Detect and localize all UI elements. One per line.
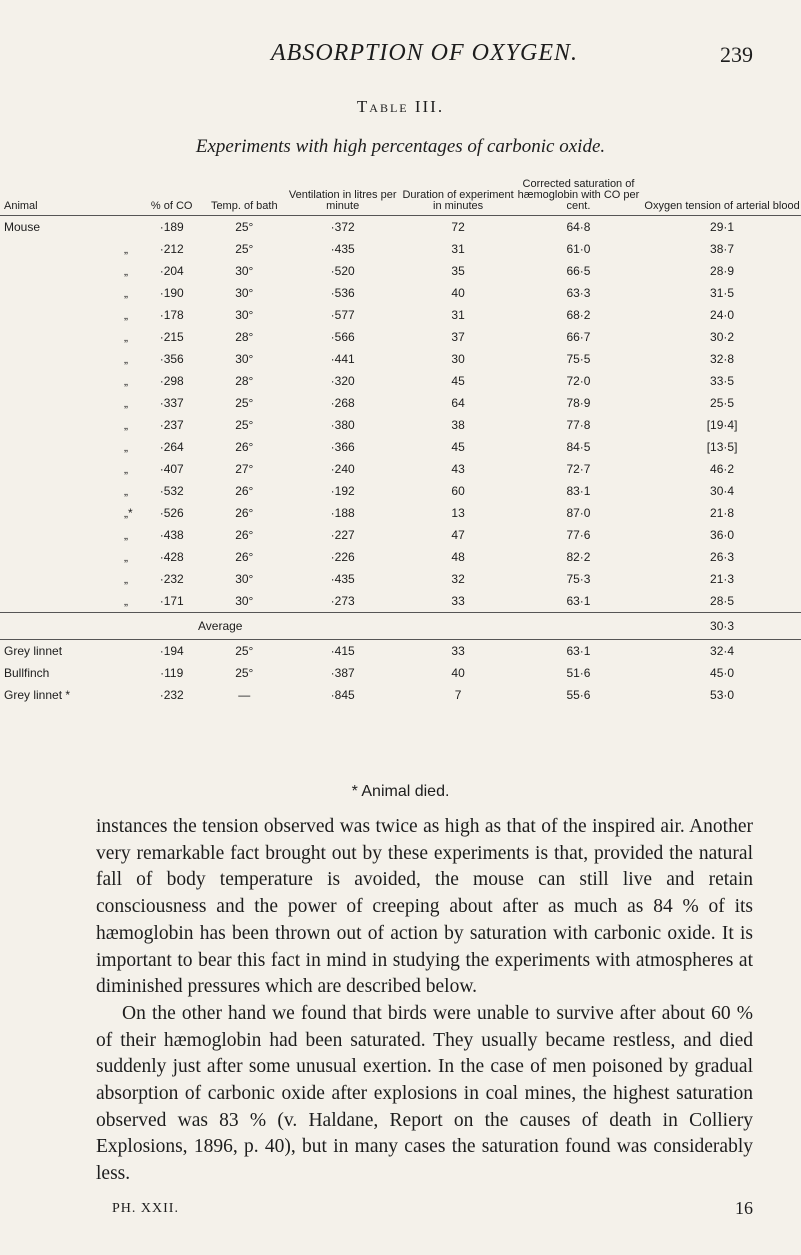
- table-cell: ·298: [159, 374, 184, 388]
- table-cell: 64·8: [566, 220, 591, 234]
- table-subtitle: Experiments with high percentages of carbonic oxide.: [195, 136, 606, 157]
- table-cell: ·192: [330, 484, 355, 498]
- table-cell: 30°: [235, 264, 254, 278]
- table-cell: ·194: [159, 644, 184, 658]
- table-cell: 63·3: [566, 286, 591, 300]
- table-cell: 30°: [235, 352, 254, 366]
- table-row: [0, 260, 801, 282]
- column-header: Temp. of bath: [206, 166, 284, 216]
- table-cell: 64: [451, 396, 465, 410]
- table-cell: 26°: [235, 550, 254, 564]
- table-cell: 28°: [235, 330, 254, 344]
- table-cell: 33·5: [710, 374, 735, 388]
- table-cell: ·435: [330, 242, 355, 256]
- table-cell: 87·0: [566, 506, 591, 520]
- table-cell: 72·0: [566, 374, 591, 388]
- table-cell: 82·2: [566, 550, 591, 564]
- table-row: [0, 546, 801, 568]
- table-cell: 30°: [235, 572, 254, 586]
- table-cell: 68·2: [566, 308, 591, 322]
- average-label: Average: [0, 613, 643, 640]
- table-row: [0, 480, 801, 502]
- row-label: Grey linnet *: [4, 688, 71, 702]
- table-cell: 51·6: [566, 666, 591, 680]
- average-row: [0, 613, 801, 640]
- table-cell: 61·0: [566, 242, 591, 256]
- table-cell: 33: [451, 644, 465, 658]
- row-label: Mouse: [4, 220, 41, 234]
- table-cell: ·526: [159, 506, 184, 520]
- table-row: [0, 304, 801, 326]
- paragraph: On the other hand we found that birds were unable to survive after about 60 % of their hæmoglobin had been saturated. They usually became restless, and died suddenly just after some unusual exertion. In the case of men poisoned by gradual absorption of carbonic oxide after explosions in coal mines, the highest saturation observed was 83 % (v. Haldane, Report on the causes of death in Colliery Explosions, 1896, p. 40), but in many cases the saturation found was considerably less.: [96, 1002, 753, 1185]
- table-cell: 77·6: [566, 528, 591, 542]
- table-row: [0, 282, 801, 304]
- table-cell: 63·1: [566, 594, 591, 608]
- table-cell: 38: [451, 418, 465, 432]
- row-label: Bullfinch: [4, 666, 50, 680]
- column-header: Ventilation in litres per minute: [283, 166, 402, 216]
- row-label: „: [124, 550, 128, 564]
- table-cell: ·178: [159, 308, 184, 322]
- table-row: [0, 640, 801, 663]
- table-cell: ·232: [159, 688, 184, 702]
- table-cell: ·240: [330, 462, 355, 476]
- table-row: [0, 502, 801, 524]
- table-row: [0, 590, 801, 613]
- table-cell: [13·5]: [706, 440, 738, 454]
- page-header: [96, 40, 753, 70]
- table-cell: 30·2: [710, 330, 735, 344]
- row-label: „: [124, 440, 128, 454]
- row-label: „: [124, 462, 128, 476]
- table-cell: 36·0: [710, 528, 735, 542]
- table-cell: 30°: [235, 594, 254, 608]
- table-cell: 7: [454, 688, 462, 702]
- table-cell: 27°: [235, 462, 254, 476]
- row-label: „: [124, 374, 128, 388]
- table-cell: 28·9: [710, 264, 735, 278]
- table-cell: 53·0: [710, 688, 735, 702]
- table-cell: 21·8: [710, 506, 735, 520]
- table-cell: ·171: [159, 594, 184, 608]
- mouse-rows: [0, 216, 801, 613]
- table-cell: 25°: [235, 666, 254, 680]
- table-cell: ·226: [330, 550, 355, 564]
- table-cell: ·273: [330, 594, 355, 608]
- table-cell: 32: [451, 572, 465, 586]
- table-cell: 63·1: [566, 644, 591, 658]
- table-row: [0, 458, 801, 480]
- table-cell: 83·1: [566, 484, 591, 498]
- table-cell: 33: [451, 594, 465, 608]
- table-cell: ·536: [330, 286, 355, 300]
- table-cell: 26·3: [710, 550, 735, 564]
- table-cell: 48: [451, 550, 465, 564]
- table-cell: ·268: [330, 396, 355, 410]
- table-cell: 30: [451, 352, 465, 366]
- table-cell: 38·7: [710, 242, 735, 256]
- table-cell: ·215: [159, 330, 184, 344]
- table-cell: 35: [451, 264, 465, 278]
- table-cell: ·189: [159, 220, 184, 234]
- table-cell: 45: [451, 374, 465, 388]
- table-cell: ·845: [330, 688, 355, 702]
- row-label: „: [124, 286, 128, 300]
- table-cell: ·232: [159, 572, 184, 586]
- row-label: „: [124, 418, 128, 432]
- table-row: [0, 436, 801, 458]
- table-cell: ·532: [159, 484, 184, 498]
- running-title: ABSORPTION OF OXYGEN.: [271, 40, 578, 66]
- table-cell: ·212: [159, 242, 184, 256]
- table-cell: ·566: [330, 330, 355, 344]
- row-label: „: [124, 594, 128, 608]
- row-label: „: [124, 308, 128, 322]
- table-cell: —: [238, 688, 251, 702]
- data-table: [0, 166, 801, 706]
- row-label: „: [124, 528, 128, 542]
- table-cell: 31: [451, 308, 465, 322]
- sheet-number: 16: [735, 1198, 753, 1218]
- table-cell: 72: [451, 220, 465, 234]
- paragraph: instances the tension observed was twice as high as that of the inspired air. Another very remarkable fact brought out by these experiments is that, provided the natural fall of body temperature is avoided, the mouse can still live and retain consciousness and the power of creeping about after as much as 84 % of its hæmoglobin has been thrown out of action by saturation with carbonic oxide. It is important to bear this fact in mind in studying the experiments with atmospheres at diminished pressures which are described below.: [96, 816, 753, 998]
- bird-rows: [0, 640, 801, 707]
- table-row: [0, 568, 801, 590]
- table-cell: ·337: [159, 396, 184, 410]
- table-cell: [19·4]: [706, 418, 738, 432]
- row-label: „: [124, 330, 128, 344]
- table-cell: 25°: [235, 242, 254, 256]
- table-cell: 25·5: [710, 396, 735, 410]
- table-cell: 26°: [235, 484, 254, 498]
- table-cell: 26°: [235, 528, 254, 542]
- table-cell: 25°: [235, 418, 254, 432]
- body-text: [96, 814, 753, 1188]
- table-cell: 28°: [235, 374, 254, 388]
- row-label: „*: [124, 506, 133, 520]
- table-cell: 40: [451, 286, 465, 300]
- table-cell: ·204: [159, 264, 184, 278]
- table-cell: 26°: [235, 506, 254, 520]
- table-cell: 30°: [235, 308, 254, 322]
- table-cell: ·415: [330, 644, 355, 658]
- average-value: 30·3: [643, 613, 801, 640]
- table-cell: 13: [451, 506, 465, 520]
- table-cell: ·438: [159, 528, 184, 542]
- table-cell: ·227: [330, 528, 355, 542]
- table-cell: 66·5: [566, 264, 591, 278]
- table-row: [0, 216, 801, 239]
- column-header: Corrected saturation of hæmoglobin with CO per cent.: [514, 166, 643, 216]
- table-cell: 25°: [235, 644, 254, 658]
- table-cell: 84·5: [566, 440, 591, 454]
- table-cell: 31·5: [710, 286, 735, 300]
- table-cell: 43: [451, 462, 465, 476]
- table-cell: 21·3: [710, 572, 735, 586]
- table-header-row: [0, 166, 801, 216]
- table-cell: 75·5: [566, 352, 591, 366]
- table-title: Table III.: [356, 97, 445, 116]
- table-cell: ·441: [330, 352, 355, 366]
- table-cell: 55·6: [566, 688, 591, 702]
- row-label: „: [124, 242, 128, 256]
- table-row: [0, 370, 801, 392]
- table-cell: 60: [451, 484, 465, 498]
- table-cell: 30·4: [710, 484, 735, 498]
- table-cell: ·356: [159, 352, 184, 366]
- table-row: [0, 684, 801, 706]
- table-cell: 78·9: [566, 396, 591, 410]
- table-cell: ·407: [159, 462, 184, 476]
- table-row: [0, 524, 801, 546]
- table-cell: 45: [451, 440, 465, 454]
- table-row: [0, 238, 801, 260]
- table-cell: ·188: [330, 506, 355, 520]
- row-label: „: [124, 572, 128, 586]
- table-cell: ·237: [159, 418, 184, 432]
- table-row: [0, 414, 801, 436]
- table-cell: ·435: [330, 572, 355, 586]
- table-row: [0, 392, 801, 414]
- page-number: 239: [720, 42, 753, 67]
- table-cell: 25°: [235, 396, 254, 410]
- footnote: * Animal died.: [351, 783, 450, 800]
- table-cell: ·428: [159, 550, 184, 564]
- table-cell: 37: [451, 330, 465, 344]
- table-row: [0, 326, 801, 348]
- table-cell: ·520: [330, 264, 355, 278]
- table-row: [0, 662, 801, 684]
- row-label: „: [124, 352, 128, 366]
- table-cell: ·264: [159, 440, 184, 454]
- table-cell: 30°: [235, 286, 254, 300]
- table-cell: 32·8: [710, 352, 735, 366]
- row-label: „: [124, 396, 128, 410]
- table-row: [0, 348, 801, 370]
- table-cell: ·577: [330, 308, 355, 322]
- table-cell: ·372: [330, 220, 355, 234]
- row-label: „: [124, 484, 128, 498]
- row-label: „: [124, 264, 128, 278]
- table-cell: 25°: [235, 220, 254, 234]
- table-cell: 40: [451, 666, 465, 680]
- column-header: Duration of experiment in minutes: [402, 166, 513, 216]
- table-cell: 72·7: [566, 462, 591, 476]
- column-header: Animal: [0, 166, 138, 216]
- table-cell: 29·1: [710, 220, 735, 234]
- table-cell: 28·5: [710, 594, 735, 608]
- table-cell: 47: [451, 528, 465, 542]
- table-cell: 75·3: [566, 572, 591, 586]
- average-section: [0, 613, 801, 640]
- row-label: Grey linnet: [4, 644, 63, 658]
- table-cell: ·320: [330, 374, 355, 388]
- table-cell: 45·0: [710, 666, 735, 680]
- table-cell: ·190: [159, 286, 184, 300]
- table-cell: 32·4: [710, 644, 735, 658]
- column-header: % of CO: [138, 166, 206, 216]
- signature-mark: PH. XXII.: [112, 1201, 179, 1216]
- table-cell: 24·0: [710, 308, 735, 322]
- table-cell: 26°: [235, 440, 254, 454]
- table-cell: ·119: [160, 666, 184, 680]
- table-cell: 31: [451, 242, 465, 256]
- table-cell: ·380: [330, 418, 355, 432]
- table-cell: 46·2: [710, 462, 735, 476]
- table-cell: ·366: [330, 440, 355, 454]
- table-cell: 66·7: [566, 330, 591, 344]
- table-cell: 77·8: [566, 418, 591, 432]
- table-cell: ·387: [330, 666, 355, 680]
- column-header: Oxygen tension of arterial blood: [643, 166, 801, 216]
